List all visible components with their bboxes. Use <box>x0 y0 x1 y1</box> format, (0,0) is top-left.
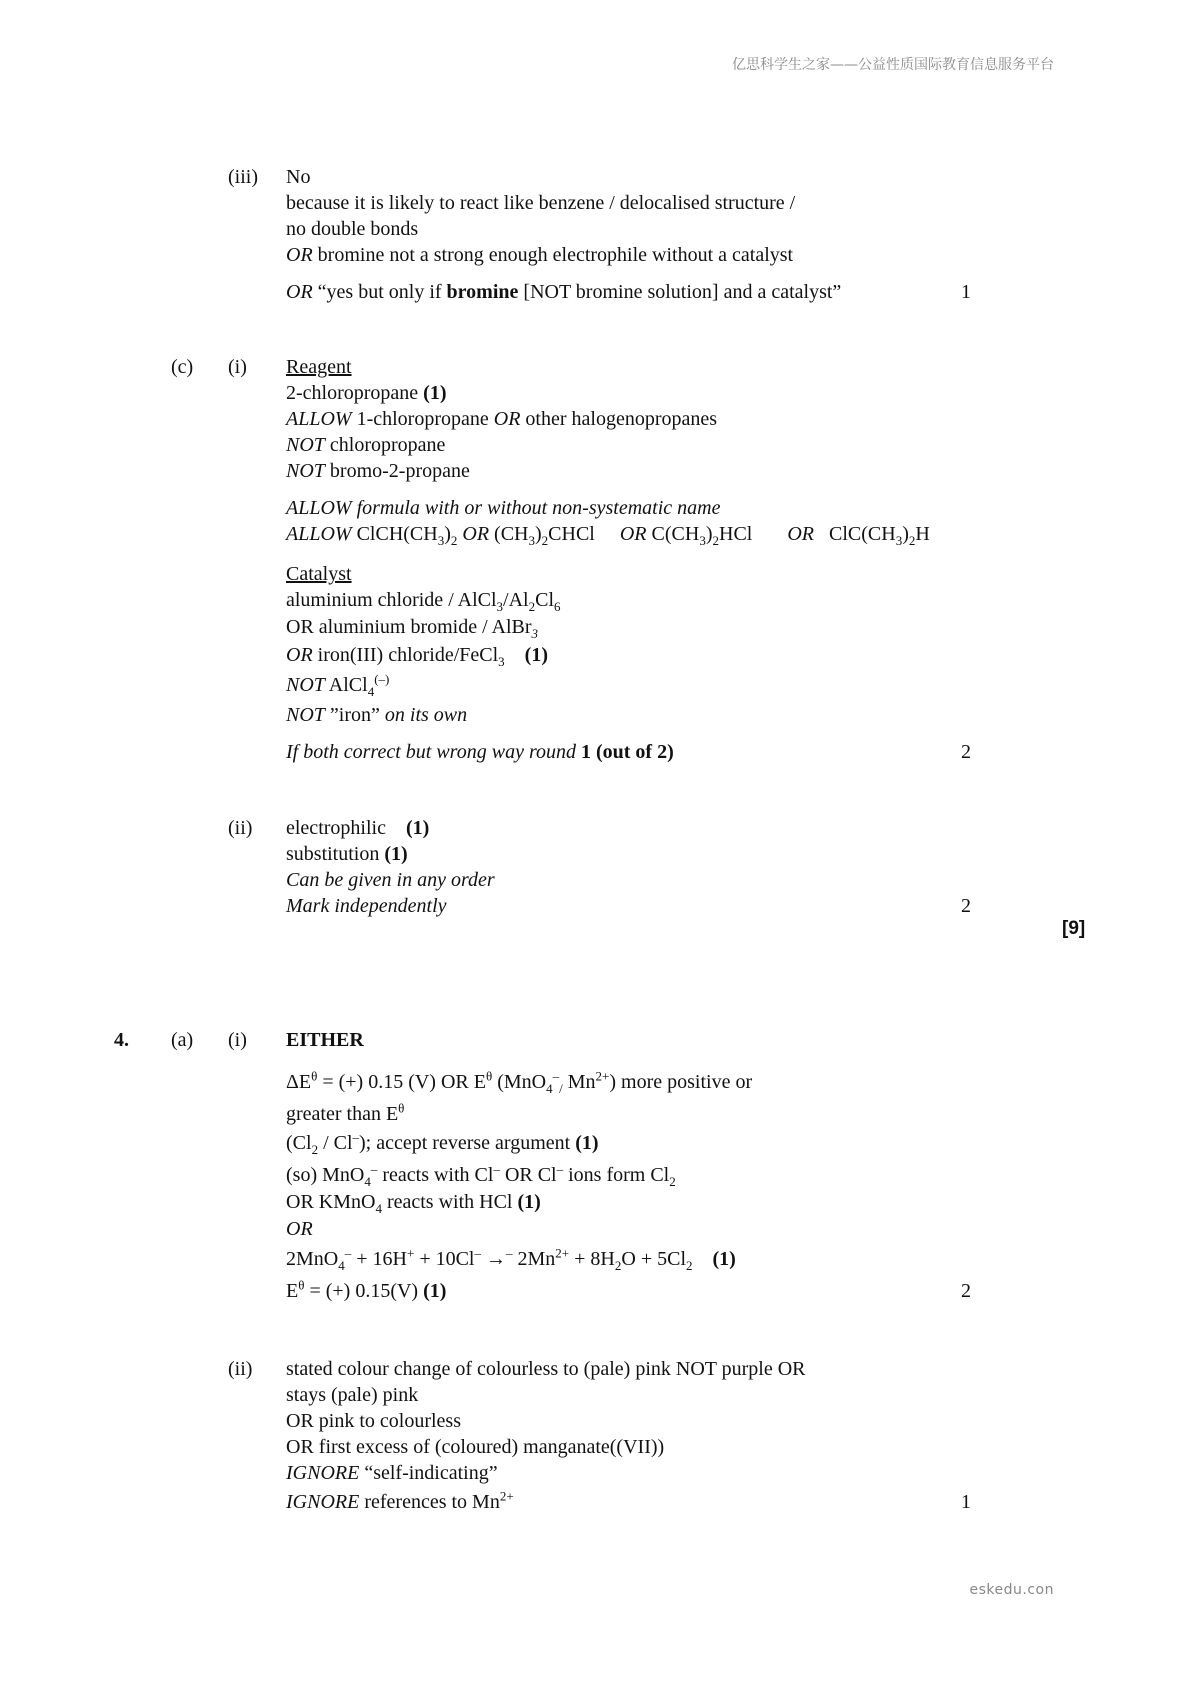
reagent-line-2: ALLOW 1-chloropropane OR other halogenopropanes <box>286 408 718 430</box>
b-iii-line-2: no double bonds <box>286 218 419 240</box>
q4-line-6: OR <box>286 1218 313 1240</box>
c-ii-line-1: electrophilic (1) <box>286 817 430 839</box>
part-label-iii: (iii) <box>228 166 258 188</box>
c-ii-mark: 2 <box>961 895 971 917</box>
reagent-line-3: NOT chloropropane <box>286 434 446 456</box>
q4-ii-line-1: stated colour change of colourless to (pale) pink NOT purple OR <box>286 1358 806 1380</box>
reagent-formula-line: ALLOW $ClCH(CH_3)_2$ OR $(CH_3)_2CHCl$ OR $C(CH_3)_2HCl$ OR $ClC(CH_3)_2H$ <box>286 523 930 548</box>
catalyst-line-2: OR aluminium bromide / AlBr$_3$ <box>286 616 539 641</box>
c-ii-line-2: substitution (1) <box>286 843 408 865</box>
q4-line-8: $E^\theta$ = (+) 0.15(V) (1) <box>286 1277 447 1302</box>
q4-ii-line-2: stays (pale) pink <box>286 1384 419 1406</box>
part-label-4a-i: (i) <box>228 1029 247 1051</box>
q4-line-2: greater than $E^\theta$ <box>286 1100 405 1125</box>
q4-line-3: $(Cl_2 / Cl^-)$; accept reverse argument (1) <box>286 1129 599 1157</box>
catalyst-line-4: NOT AlCl$_4$(–) <box>286 671 390 699</box>
catalyst-heading: Catalyst <box>286 563 352 585</box>
q4-ii-line-5: IGNORE “self-indicating” <box>286 1462 498 1484</box>
q4-equation: 2MnO$_4$– + 16H+ + 10Cl– →– $2Mn^{2+} + 8H_2O + 5Cl_2$ (1) <box>286 1245 736 1273</box>
q4-a-ii-mark: 1 <box>961 1491 971 1513</box>
q4-line-1: $\Delta E^\theta$ = (+) 0.15 (V) OR $E^\theta$ (MnO$_4$–$_/$ $Mn^{2+}$) more positive or <box>286 1068 753 1096</box>
q4-a-i-mark: 2 <box>961 1280 971 1302</box>
b-iii-answer: No <box>286 166 311 188</box>
q4-line-5: OR KMnO$_4$ reacts with HCl (1) <box>286 1191 541 1216</box>
part-label-4a: (a) <box>171 1029 194 1051</box>
b-iii-mark: 1 <box>961 281 971 303</box>
catalyst-line-6: If both correct but wrong way round 1 (out of 2) <box>286 741 674 763</box>
part-label-c: (c) <box>171 356 194 378</box>
part-label-4a-ii: (ii) <box>228 1358 253 1380</box>
reagent-heading: Reagent <box>286 356 352 378</box>
question-number-4: 4. <box>114 1029 129 1051</box>
reagent-line-1: 2-chloropropane (1) <box>286 382 447 404</box>
part-label-c-i: (i) <box>228 356 247 378</box>
reagent-line-4: NOT bromo-2-propane <box>286 460 470 482</box>
catalyst-line-3: OR iron(III) chloride/FeCl$_3$ (1) <box>286 644 548 669</box>
b-iii-line-1: because it is likely to react like benzene / delocalised structure / <box>286 192 796 214</box>
q4-ii-line-3: OR pink to colourless <box>286 1410 461 1432</box>
page-header: 亿思科学生之家——公益性质国际教育信息服务平台 <box>732 57 1054 73</box>
reagent-line-5: ALLOW formula with or without non-systematic name <box>286 497 721 519</box>
c-ii-line-4: Mark independently <box>286 895 447 917</box>
page-footer: eskedu.con <box>969 1582 1054 1598</box>
b-iii-line-3: OR bromine not a strong enough electrophile without a catalyst <box>286 244 794 266</box>
c-i-mark: 2 <box>961 741 971 763</box>
question-total: [9] <box>1062 918 1086 939</box>
c-ii-line-3: Can be given in any order <box>286 869 495 891</box>
either-heading: EITHER <box>286 1029 364 1051</box>
b-iii-line-4: OR “yes but only if bromine [NOT bromine solution] and a catalyst” <box>286 281 842 303</box>
q4-ii-line-4: OR first excess of (coloured) manganate((VII)) <box>286 1436 665 1458</box>
catalyst-line-1: aluminium chloride / $AlCl_3/Al_2Cl_6$ <box>286 589 561 614</box>
catalyst-line-5: NOT ”iron” on its own <box>286 704 468 726</box>
part-label-c-ii: (ii) <box>228 817 253 839</box>
q4-line-4: (so) MnO$_4$– reacts with Cl– OR Cl– ions form $Cl_2$ <box>286 1161 676 1189</box>
q4-ii-line-6: IGNORE references to $Mn^{2+}$ <box>286 1488 514 1513</box>
